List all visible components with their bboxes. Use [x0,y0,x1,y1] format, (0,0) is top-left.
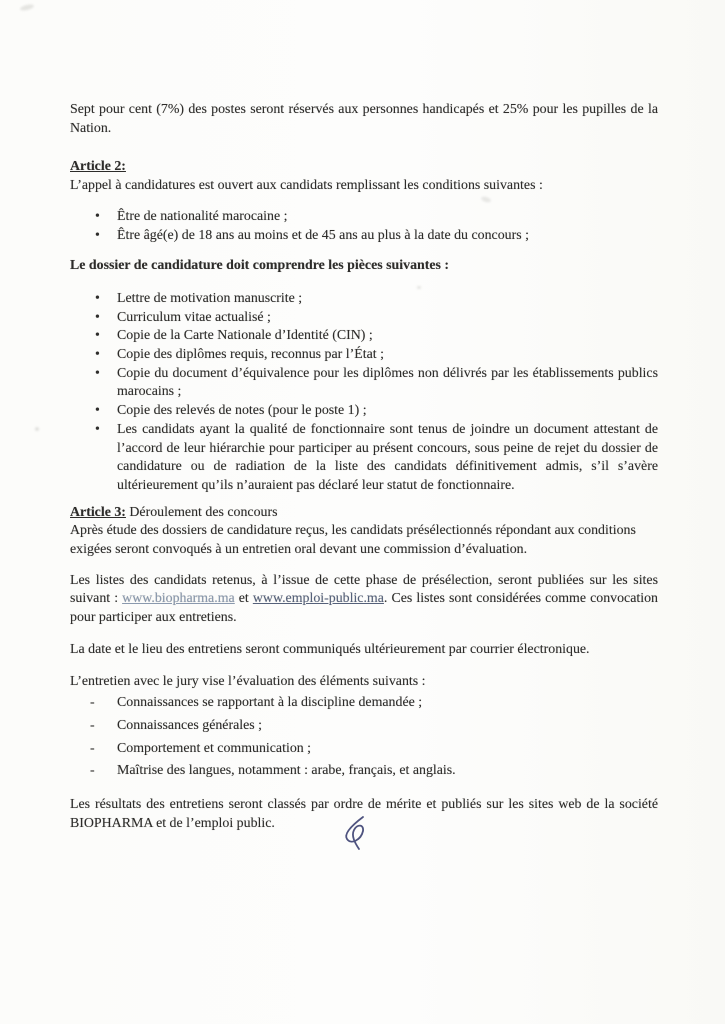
list-item: • Lettre de motivation manuscrite ; [95,290,658,309]
dossier-items-list [70,290,658,496]
list-item: • Être de nationalité marocaine ; [95,208,658,227]
article-3-heading-label: Article 3: [70,504,126,520]
list-item: • Copie du document d’équivalence pour les diplômes non délivrés par les établissements publics marocains ; [95,365,658,402]
article-3-heading [70,504,658,523]
reserved-quota-paragraph: Sept pour cent (7%) des postes seront réservés aux personnes handicapés et 25% pour les pupilles de la Nation. [70,102,658,136]
published-lists-prefix: Les listes des candidats retenus, à l’issue de cette phase de présélection, seront publiées sur les sites suivant : [70,572,658,607]
list-item: - Comportement et communication ; [90,740,658,759]
list-item: • Être âgé(e) de 18 ans au moins et de 45 ans au plus à la date du concours ; [95,227,658,246]
list-item: - Maîtrise des langues, notamment : arabe, français, et anglais. [90,762,658,781]
results-paragraph: Les résultats des entretiens seront classés par ordre de mérite et publiés sur les sites web de la société BIOPHARMA et de l’emploi public. [70,797,658,831]
emploi-public-link[interactable]: www.emploi-public.ma [252,591,384,607]
dossier-heading: Le dossier de candidature doit comprendre les pièces suivantes : [70,258,450,274]
list-item: • Copie de la Carte Nationale d’Identité (CIN) ; [95,327,658,346]
list-item: • Les candidats ayant la qualité de fonctionnaire sont tenus de joindre un document attestant de l’accord de leur hiérarchie pour participer au présent concours, sous peine de rejet du dossier de candidature ou de radiation de la liste des candidats définitivement admis, s’il s’avère ultérieurement qu’ils n’auraient pas déclaré leur statut de fonctionnaire. [95,421,658,496]
document-body [70,101,658,834]
interview-date-paragraph: La date et le lieu des entretiens seront communiqués ultérieurement par courrier électronique. [70,641,590,657]
article-2-heading-label: Article 2: [70,159,126,175]
conditions-list [70,208,658,245]
article-2-heading [70,158,658,177]
scan-artifact [20,3,35,11]
preselection-paragraph: Après étude des dossiers de candidature reçus, les candidats présélectionnés répondant aux conditions exigées seront convoqués à un entretien oral devant une commission d’évaluation. [70,523,636,558]
biopharma-link[interactable]: www.biopharma.ma [122,591,235,607]
list-item: • Copie des relevés de notes (pour le poste 1) ; [95,402,658,421]
article-3-heading-suffix: Déroulement des concours [125,504,278,520]
published-lists-middle: et [234,591,253,607]
handwritten-mark [338,814,372,852]
evaluation-criteria-list [70,694,658,781]
published-lists-paragraph [70,572,658,628]
article-2-intro: L’appel à candidatures est ouvert aux candidats remplissant les conditions suivantes : [70,178,543,194]
list-item: - Connaissances se rapportant à la discipline demandée ; [90,694,658,713]
scan-artifact [35,427,39,431]
published-lists-suffix: . Ces listes sont considérées comme convocation pour participer aux entretiens. [70,591,658,626]
jury-interview-intro: L’entretien avec le jury vise l’évaluation des éléments suivants : [70,673,426,689]
list-item: - Connaissances générales ; [90,717,658,736]
list-item: • Copie des diplômes requis, reconnus par l’État ; [95,346,658,365]
list-item: • Curriculum vitae actualisé ; [95,309,658,328]
